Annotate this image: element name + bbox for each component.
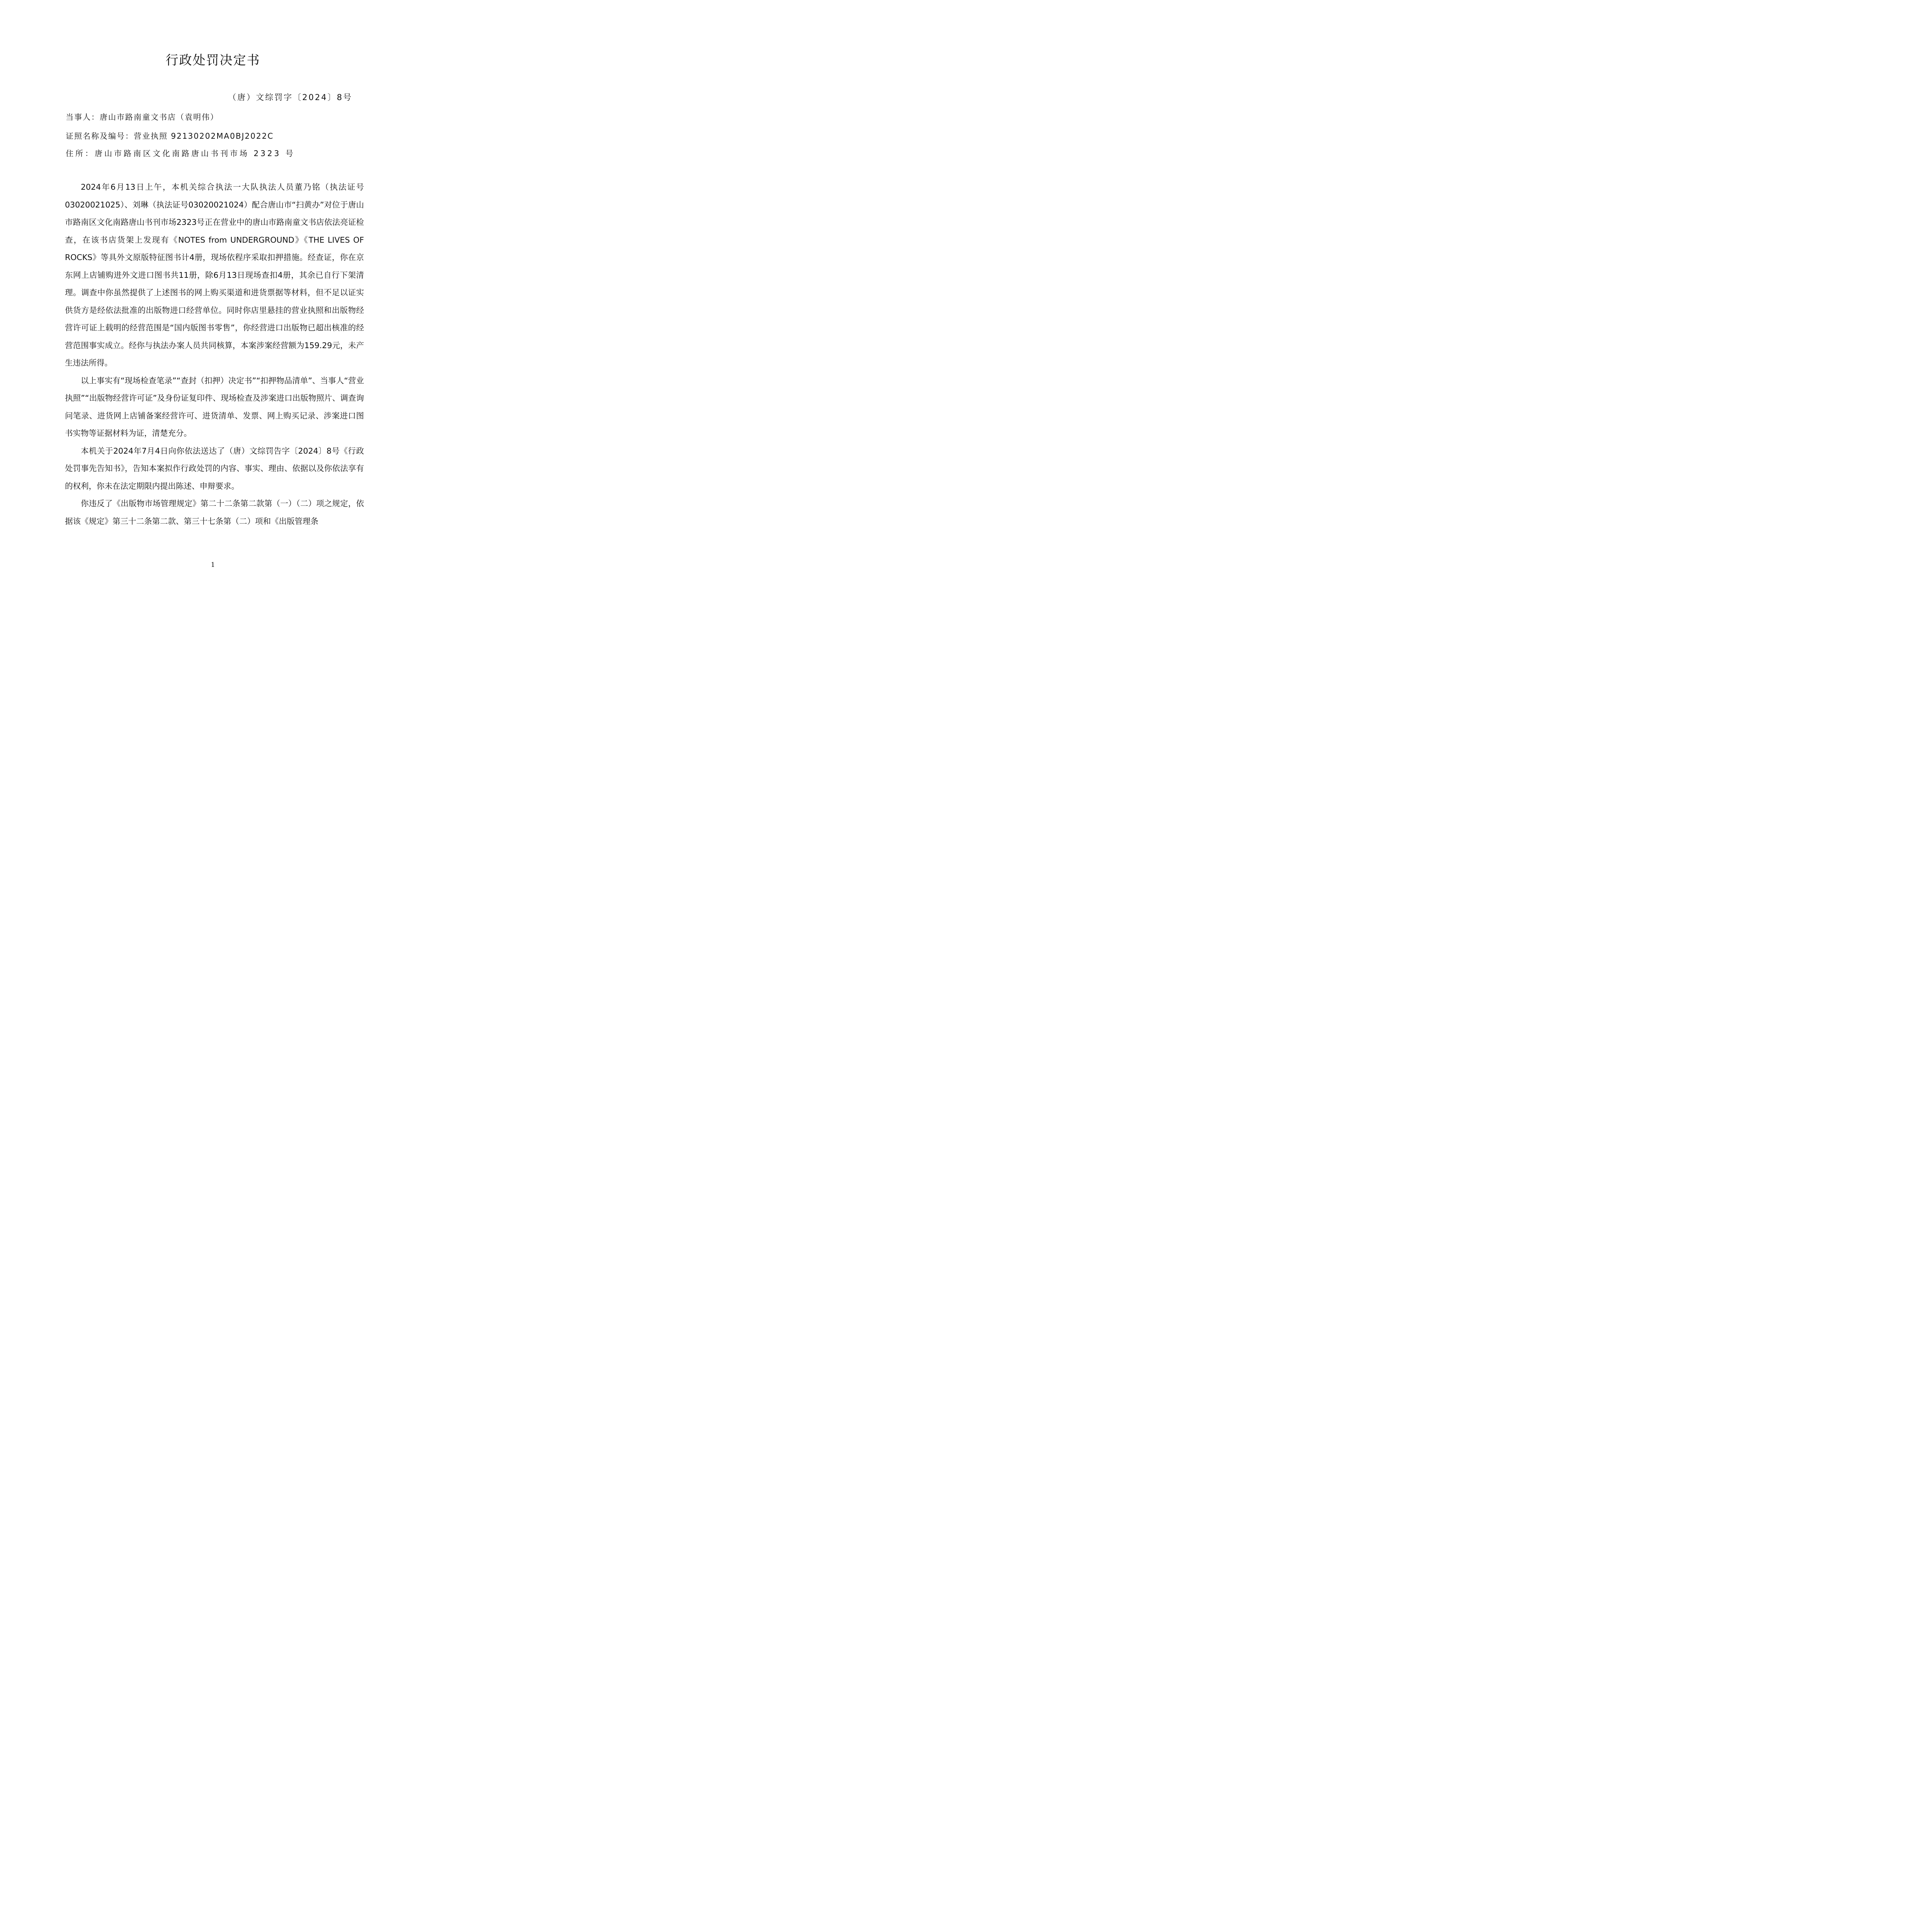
paragraph-notice: 本机关于2024年7月4日向你依法送达了（唐）文综罚告字〔2024〕8号《行政处罚事先告知书》，告知本案拟作行政处罚的内容、事实、理由、依据以及你依法享有的权利，你未在法定期限内提出陈述、申辩要求。 <box>65 446 364 491</box>
address-label: 住所： <box>66 149 95 158</box>
page-number: 1 <box>211 561 215 569</box>
document-title: 行政处罚决定书 <box>165 53 260 68</box>
party-value: 唐山市路南童文书店（袁明伟） <box>100 112 219 122</box>
address-line <box>66 147 367 158</box>
license-value: 营业执照 92130202MA0BJ2022C <box>134 131 274 141</box>
paragraph-violation: 你违反了《出版物市场管理规定》第二十二条第二款第（一）（二）项之规定，依据该《规定》第三十二条第二款、第三十七条第（二）项和《出版管理条 <box>65 499 364 526</box>
document-page <box>0 0 426 602</box>
address-value: 唐山市路南区文化南路唐山书刊市场 2323 号 <box>95 149 295 158</box>
paragraph-evidence: 以上事实有“现场检查笔录”“查封（扣押）决定书”“扣押物品清单”、当事人“营业执照”“出版物经营许可证”及身份证复印件、现场检查及涉案进口出版物照片、调查询问笔录、进货网上店铺备案经营许可、进货清单、发票、网上购买记录、涉案进口图书实物等证据材料为证，清楚充分。 <box>65 376 364 438</box>
party-label: 当事人： <box>66 112 100 122</box>
party-line <box>66 111 367 122</box>
license-label: 证照名称及编号： <box>66 131 134 141</box>
document-body <box>65 179 364 530</box>
document-number: （唐）文综罚字〔2024〕8号 <box>228 93 352 102</box>
paragraph-facts: 2024年6月13日上午，本机关综合执法一大队执法人员董乃铭（执法证号03020021025）、刘琳（执法证号03020021024）配合唐山市“扫黄办”对位于唐山市路南区文化南路唐山书刊市场2323号正在营业中的唐山市路南童文书店依法亮证检查，在该书店货架上发现有《NOTES from UNDERGROUND》《THE LIVES OF ROCKS》等具外文原版特征图书计4册，现场依程序采取扣押措施。经查证，你在京东网上店铺购进外文进口图书共11册，除6月13日现场查扣4册，其余已自行下架清理。调查中你虽然提供了上述图书的网上购买渠道和进货票据等材料，但不足以证实供货方是经依法批准的出版物进口经营单位。同时你店里悬挂的营业执照和出版物经营许可证上载明的经营范围是“国内版图书零售”，你经营进口出版物已超出核准的经营范围事实成立。经你与执法办案人员共同核算，本案涉案经营额为159.29元，未产生违法所得。 <box>65 182 364 367</box>
license-line <box>66 130 367 141</box>
